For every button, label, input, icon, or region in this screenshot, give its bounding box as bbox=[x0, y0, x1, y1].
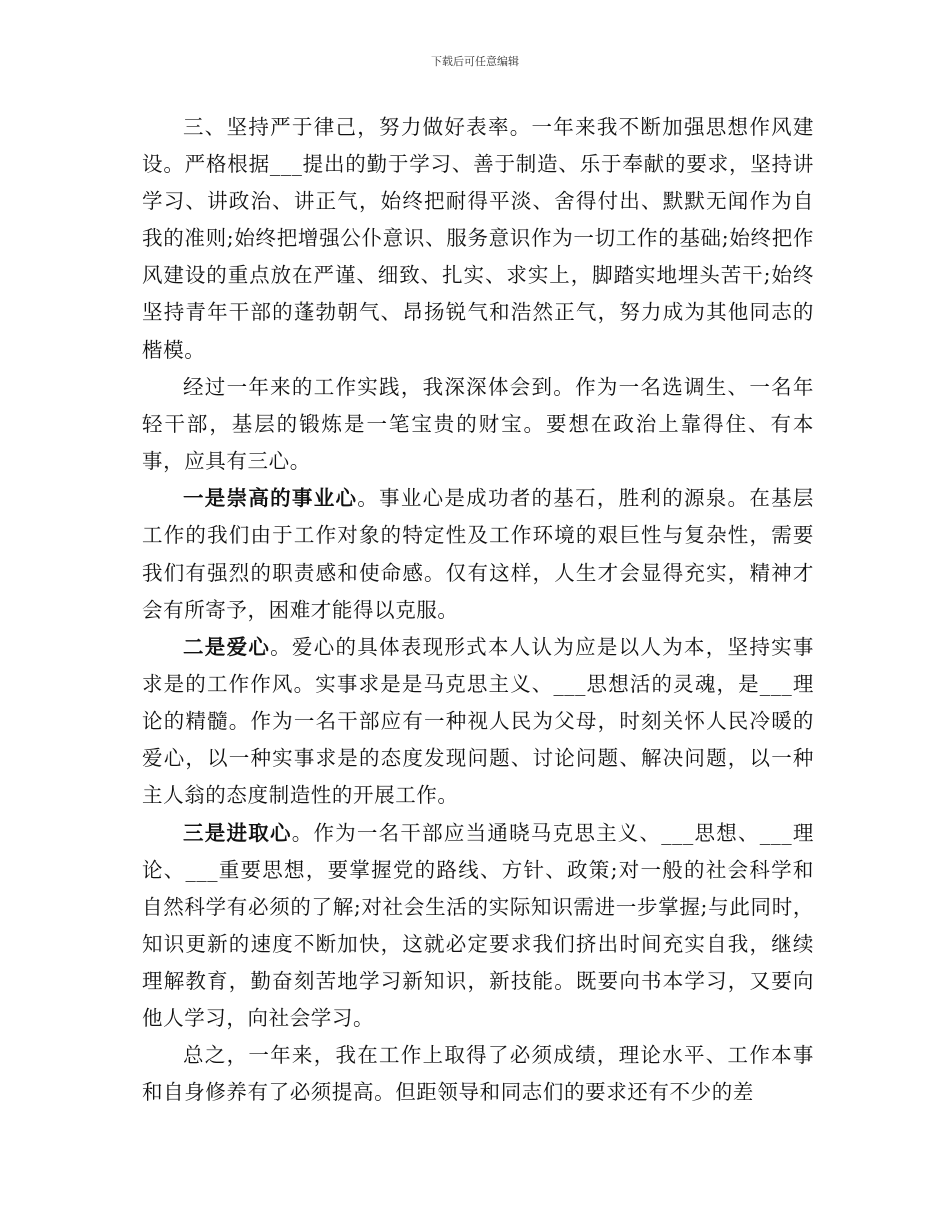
paragraph-lead: 二是爱心 bbox=[183, 634, 271, 659]
paragraph-lead: 一是崇高的事业心 bbox=[183, 486, 358, 511]
paragraph-text: 三、坚持严于律己，努力做好表率。一年来我不断加强思想作风建设。严格根据___提出的勤于学习、善于制造、乐于奉献的要求，坚持讲学习、讲政治、讲正气，始终把耐得平淡、舍得付出、默默无闻作为自我的准则;始终把增强公仆意识、服务意识作为一切工作的基础;始终把作风建设的重点放在严谨、细致、扎实、求实上，脚踏实地埋头苦干;始终坚持青年干部的蓬勃朝气、昂扬锐气和浩然正气，努力成为其他同志的楷模。 bbox=[142, 115, 814, 362]
paragraph-text: 经过一年来的工作实践，我深深体会到。作为一名选调生、一名年轻干部，基层的锻炼是一笔宝贵的财宝。要想在政治上靠得住、有本事，应具有三心。 bbox=[142, 374, 814, 474]
paragraph bbox=[142, 1037, 814, 1111]
paragraph bbox=[142, 480, 814, 628]
paragraph bbox=[142, 629, 814, 814]
paragraph-text: 。作为一名干部应当通晓马克思主义、___思想、___理论、___重要思想，要掌握党的路线、方针、政策;对一般的社会科学和自然科学有必须的了解;对社会生活的实际知识需进一步掌握;与此同时，知识更新的速度不断加快，这就必定要求我们挤出时间充实自我，继续理解教育，勤奋刻苦地学习新知识，新技能。既要向书本学习，又要向他人学习，向社会学习。 bbox=[142, 820, 814, 1030]
paragraph-text: 。事业心是成功者的基石，胜利的源泉。在基层工作的我们由于工作对象的特定性及工作环境的艰巨性与复杂性，需要我们有强烈的职责感和使命感。仅有这样，人生才会显得充实，精神才会有所寄予，困难才能得以克服。 bbox=[142, 486, 814, 622]
paragraph bbox=[142, 109, 814, 369]
paragraph bbox=[142, 369, 814, 480]
page-header: 下载后可任意编辑 bbox=[431, 55, 519, 68]
paragraph-text: 总之，一年来，我在工作上取得了必须成绩，理论水平、工作本事和自身修养有了必须提高。但距领导和同志们的要求还有不少的差 bbox=[142, 1043, 814, 1105]
document-body bbox=[142, 109, 814, 1111]
paragraph-lead: 三是进取心 bbox=[183, 820, 292, 845]
paragraph bbox=[142, 815, 814, 1038]
paragraph-text: 。爱心的具体表现形式本人认为应是以人为本，坚持实事求是的工作作风。实事求是是马克思主义、___思想活的灵魂，是___理论的精髓。作为一名干部应有一种视人民为父母，时刻关怀人民冷暖的爱心，以一种实事求是的态度发现问题、讨论问题、解决问题，以一种主人翁的态度制造性的开展工作。 bbox=[142, 634, 815, 808]
